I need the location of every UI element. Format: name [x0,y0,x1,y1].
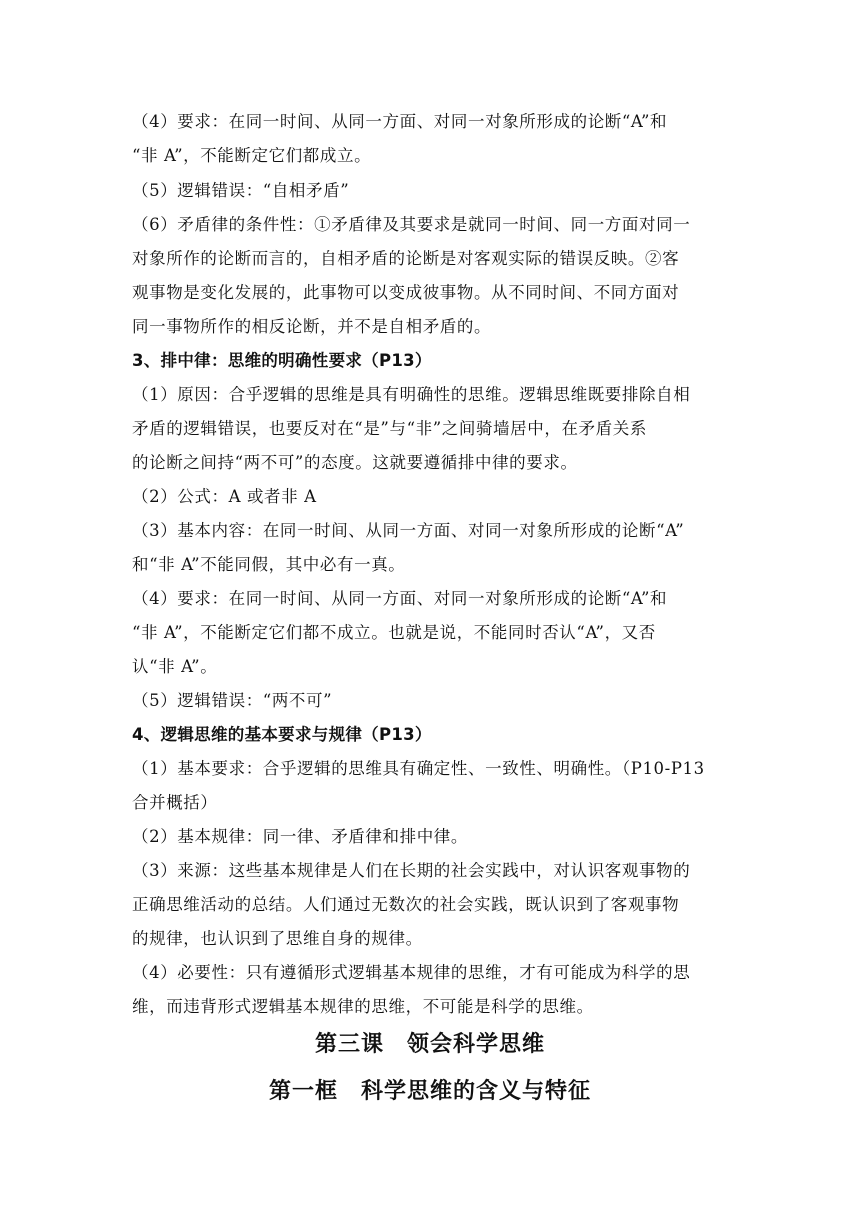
text-line: （3）基本内容：在同一时间、从同一方面、对同一对象所形成的论断“A” [132,521,685,540]
text-line: （5）逻辑错误：“两不可” [132,691,333,710]
text-line: “非 A”，不能断定它们都成立。 [132,146,372,165]
text-line: 认“非 A”。 [132,657,218,676]
text-line: 观事物是变化发展的，此事物可以变成彼事物。从不同时间、不同方面对 [132,283,680,302]
text-line: 的论断之间持“两不可”的态度。这就要遵循排中律的要求。 [132,453,578,472]
text-line: 和“非 A”不能同假，其中必有一真。 [132,555,406,574]
text-line: 正确思维活动的总结。人们通过无数次的社会实践，既认识到了客观事物 [132,895,680,914]
section-title: 第一框 科学思维的含义与特征 [268,1079,591,1104]
text-line: （6）矛盾律的条件性：①矛盾律及其要求是就同一时间、同一方面对同一 [132,215,691,234]
text-line: （2）公式：A 或者非 A [132,487,317,506]
section-heading: 3、排中律：思维的明确性要求（P13） [132,351,432,370]
text-line: （4）要求：在同一时间、从同一方面、对同一对象所形成的论断“A”和 [132,589,668,608]
text-line: （4）要求：在同一时间、从同一方面、对同一对象所形成的论断“A”和 [132,112,668,131]
text-line: “非 A”，不能断定它们都不成立。也就是说，不能同时否认“A”，又否 [132,623,656,642]
text-line: 维，而违背形式逻辑基本规律的思维，不可能是科学的思维。 [132,997,594,1016]
text-line: 合并概括） [132,793,218,812]
text-line: （3）来源：这些基本规律是人们在长期的社会实践中，对认识客观事物的 [132,861,691,880]
text-line: 的规律，也认识到了思维自身的规律。 [132,929,423,948]
section-heading: 4、逻辑思维的基本要求与规律（P13） [132,725,432,744]
text-line: （1）原因：合乎逻辑的思维是具有明确性的思维。逻辑思维既要排除自相 [132,385,691,404]
text-line: 同一事物所作的相反论断，并不是自相矛盾的。 [132,317,492,336]
text-line: （1）基本要求：合乎逻辑的思维具有确定性、一致性、明确性。（P10-P13 [132,759,705,778]
text-line: 矛盾的逻辑错误，也要反对在“是”与“非”之间骑墙居中，在矛盾关系 [132,419,647,438]
text-line: （4）必要性：只有遵循形式逻辑基本规律的思维，才有可能成为科学的思 [132,963,691,982]
text-line: 对象所作的论断而言的，自相矛盾的论断是对客观实际的错误反映。②客 [132,249,680,268]
lesson-title: 第三课 领会科学思维 [314,1032,545,1057]
text-line: （2）基本规律：同一律、矛盾律和排中律。 [132,827,468,846]
text-line: （5）逻辑错误：“自相矛盾” [132,181,350,200]
